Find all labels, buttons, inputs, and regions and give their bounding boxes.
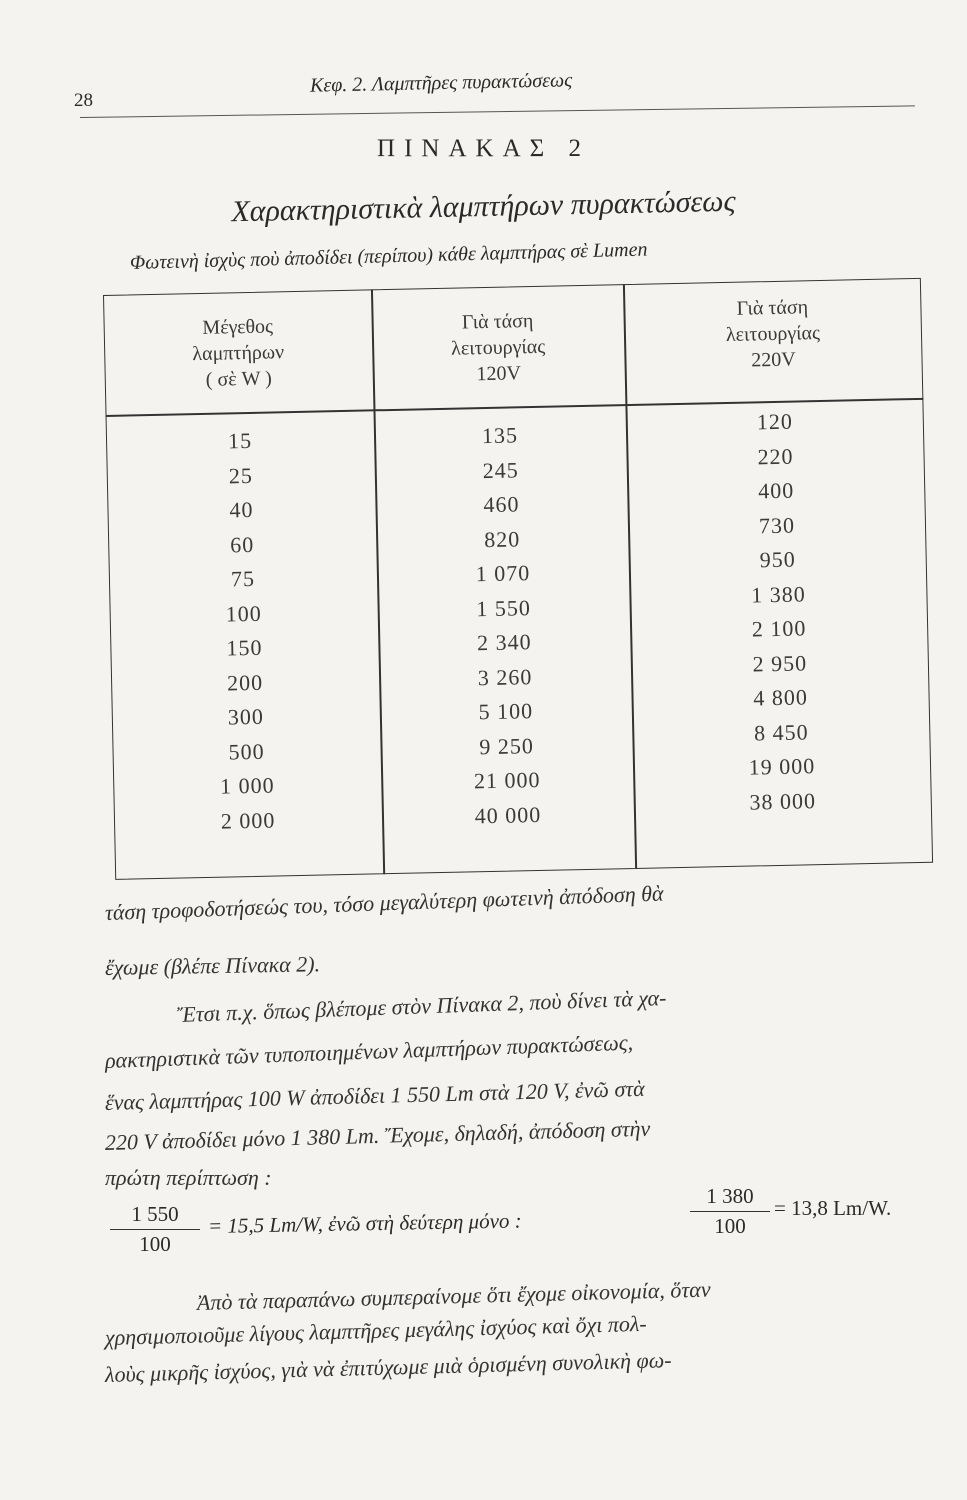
- header-line: λαμπτήρων: [192, 341, 285, 366]
- header-line: Γιὰ τάση: [736, 296, 809, 320]
- formula-text: = 15,5 Lm/W, ἐνῶ στὴ δεύτερη μόνο :: [207, 1208, 522, 1238]
- text-line: Ἀπὸ τὰ παραπάνω συμπεραίνομε ὅτι ἔχομε οἰκονομία, ὅταν: [196, 1276, 711, 1315]
- text-line: Ἔτσι π.χ. ὅπως βλέπομε στὸν Πίνακα 2, ποὺ δίνει τὰ χα-: [176, 984, 667, 1027]
- header-220v: [623, 292, 923, 376]
- table-cell: 2 100: [751, 615, 807, 642]
- table-cell: 15: [227, 427, 253, 454]
- table-cell: 460: [483, 491, 520, 518]
- table-label: ΠΙΝΑΚΑΣ 2: [377, 135, 590, 162]
- table-cell: 19 000: [748, 753, 816, 780]
- column-watts: [106, 421, 383, 841]
- table-cell: 8 450: [753, 718, 809, 745]
- table-cell: 1 000: [219, 772, 275, 799]
- table-cell: 4 800: [753, 684, 809, 711]
- table-cell: 2 000: [220, 807, 276, 834]
- table-cell: 21 000: [473, 766, 541, 794]
- table-cell: 135: [481, 422, 519, 449]
- table-cell: 245: [482, 456, 520, 483]
- table-cell: 1 380: [750, 580, 806, 607]
- page-number: 28: [74, 90, 93, 111]
- header-line: λειτουργίας: [725, 321, 821, 346]
- text-line: τάση τροφοδοτήσεώς του, τόσο μεγαλύτερη φωτεινὴ ἀπόδοση θὰ: [104, 880, 664, 925]
- header-line: ( σὲ W ): [205, 367, 273, 391]
- formula-result: = 13,8 Lm/W.: [774, 1196, 892, 1220]
- text-line: ἔχωμε (βλέπε Πίνακα 2).: [104, 951, 321, 980]
- lumen-table: [103, 278, 933, 880]
- table-cell: 730: [758, 512, 796, 538]
- table-cell: 38 000: [749, 787, 817, 815]
- header-120v: [371, 306, 625, 389]
- text-line: λοὺς μικρῆς ἰσχύος, γιὰ νὰ ἐπιτύχωμε μιὰ ὁρισμένη συνολικὴ φω-: [104, 1347, 672, 1387]
- header-line: λειτουργίας: [450, 335, 546, 360]
- table-cell: 1 550: [476, 594, 532, 621]
- text-line: ρακτηριστικὰ τῶν τυποποιημένων λαμπτήρων πυρακτώσεως,: [104, 1029, 634, 1073]
- header-rule: [80, 105, 915, 118]
- table-cell: 220: [757, 443, 794, 469]
- column-120v: [374, 416, 635, 835]
- text-line: χρησιμοποιοῦμε λίγους λαμπτῆρες μεγάλης ἰσχύος καὶ ὄχι πολ-: [104, 1310, 648, 1350]
- table-cell: 5 100: [478, 698, 534, 725]
- table-cell: 100: [225, 600, 262, 626]
- table-cell: 300: [227, 703, 265, 730]
- table-cell: 200: [226, 669, 264, 695]
- table-cell: 25: [228, 462, 254, 488]
- fraction-numerator: 1 550: [110, 1202, 200, 1230]
- table-cell: 75: [230, 565, 256, 592]
- table-cell: 500: [228, 738, 265, 764]
- table-cell: 820: [483, 525, 521, 552]
- table-cell: 120: [756, 408, 794, 435]
- table-cell: 60: [229, 531, 255, 557]
- fraction-second: [690, 1184, 770, 1239]
- table-cell: 2 340: [476, 629, 532, 656]
- header-line: Γιὰ τάση: [461, 309, 534, 334]
- table-cell: 400: [757, 477, 795, 504]
- table-title: Χαρακτηριστικὰ λαμπτήρων πυρακτώσεως: [231, 184, 736, 229]
- table-cell: 40: [229, 496, 254, 523]
- table-cell: 2 950: [752, 649, 808, 676]
- text-line: πρώτη περίπτωση :: [105, 1165, 272, 1190]
- text-line: 220 V ἀποδίδει μόνο 1 380 Lm. Ἔχομε, δηλαδή, ἀπόδοση στὴν: [104, 1115, 651, 1155]
- header-line: 220V: [751, 348, 796, 372]
- fraction-denominator: 100: [139, 1232, 171, 1256]
- table-cell: 9 250: [479, 732, 535, 759]
- column-220v: [625, 402, 932, 822]
- header-line: 120V: [476, 362, 522, 386]
- header-line: Μέγεθος: [202, 315, 274, 339]
- fraction-denominator: 100: [714, 1214, 746, 1238]
- table-cell: 150: [226, 634, 263, 661]
- table-cell: 950: [759, 546, 796, 573]
- table-cell: 3 260: [477, 663, 533, 690]
- running-title: Κεφ. 2. Λαμπτῆρες πυρακτώσεως: [309, 69, 573, 97]
- text-line: ἕνας λαμπτήρας 100 W ἀποδίδει 1 550 Lm στὰ 120 V, ἐνῶ στὰ: [104, 1075, 645, 1115]
- table-subtitle: Φωτεινὴ ἰσχὺς ποὺ ἀποδίδει (περίπου) κάθε λαμπτήρας σὲ Lumen: [129, 238, 648, 274]
- fraction-numerator: 1 380: [690, 1184, 770, 1212]
- table-cell: 1 070: [475, 560, 531, 587]
- fraction-first: [110, 1202, 200, 1257]
- header-watts: [103, 311, 373, 395]
- table-cell: 40 000: [474, 801, 542, 828]
